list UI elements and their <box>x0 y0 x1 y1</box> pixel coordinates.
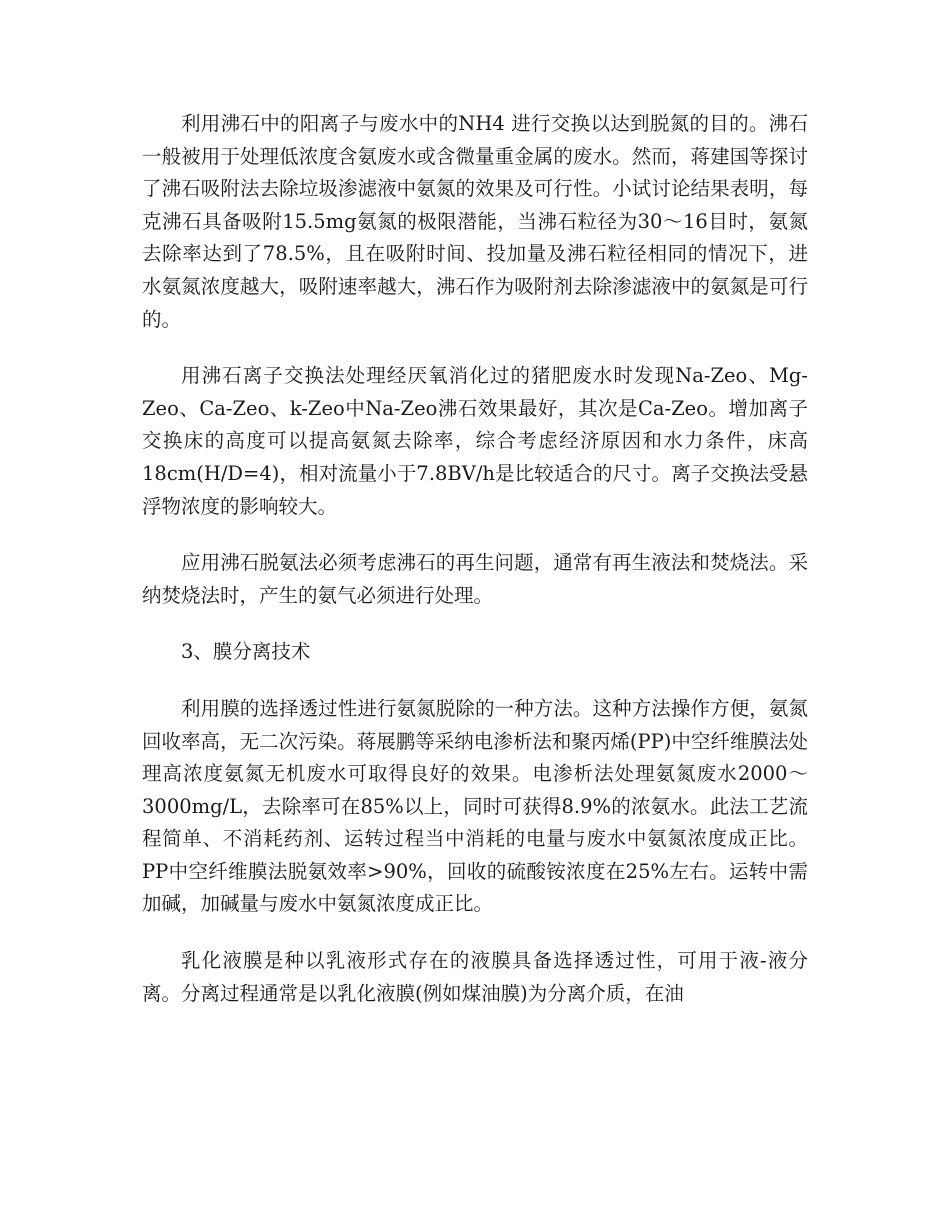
paragraph-membrane-method: 利用膜的选择透过性进行氨氮脱除的一种方法。这种方法操作方便，氨氮回收率高，无二次污染。蒋展鹏等采纳电渗析法和聚丙烯(PP)中空纤维膜法处理高浓度氨氮无机废水可取得良好的效果。电渗析法处理氨氮废水2000～3000mg/L，去除率可在85%以上，同时可获得8.9%的浓氨水。此法工艺流程简单、不消耗药剂、运转过程当中消耗的电量与废水中氨氮浓度成正比。PP中空纤维膜法脱氨效率>90%，回收的硫酸铵浓度在25%左右。运转中需加碱，加碱量与废水中氨氮浓度成正比。 <box>142 696 808 916</box>
paragraph-zeolite-intro: 利用沸石中的阳离子与废水中的NH4 进行交换以达到脱氮的目的。沸石一般被用于处理低浓度含氨废水或含微量重金属的废水。然而，蒋建国等探讨了沸石吸附法去除垃圾渗滤液中氨氮的效果及可行性。小试讨论结果表明，每克沸石具备吸附15.5mg氨氮的极限潜能，当沸石粒径为30～16目时，氨氮去除率达到了78.5%，且在吸附时间、投加量及沸石粒径相同的情况下，进水氨氮浓度越大，吸附速率越大，沸石作为吸附剂去除渗滤液中的氨氮是可行的。 <box>142 112 808 331</box>
paragraph-regeneration: 应用沸石脱氨法必须考虑沸石的再生问题，通常有再生液法和焚烧法。采纳焚烧法时，产生的氨气必须进行处理。 <box>142 551 808 607</box>
document-body <box>142 108 808 1034</box>
section-heading-membrane: 3、膜分离技术 <box>181 640 311 664</box>
paragraph-ion-exchange: 用沸石离子交换法处理经厌氧消化过的猪肥废水时发现Na-Zeo、Mg-Zeo、Ca-Zeo、k-Zeo中Na-Zeo沸石效果最好，其次是Ca-Zeo。增加离子交换床的高度可以提高氨氮去除率，综合考虑经济原因和水力条件，床高18cm(H/D=4)，相对流量小于7.8BV/h是比较适合的尺寸。离子交换法受悬浮物浓度的影响较大。 <box>142 364 808 518</box>
paragraph-emulsion-membrane: 乳化液膜是种以乳液形式存在的液膜具备选择透过性，可用于液-液分离。分离过程通常是以乳化液膜(例如煤油膜)为分离介质，在油 <box>142 949 808 1005</box>
